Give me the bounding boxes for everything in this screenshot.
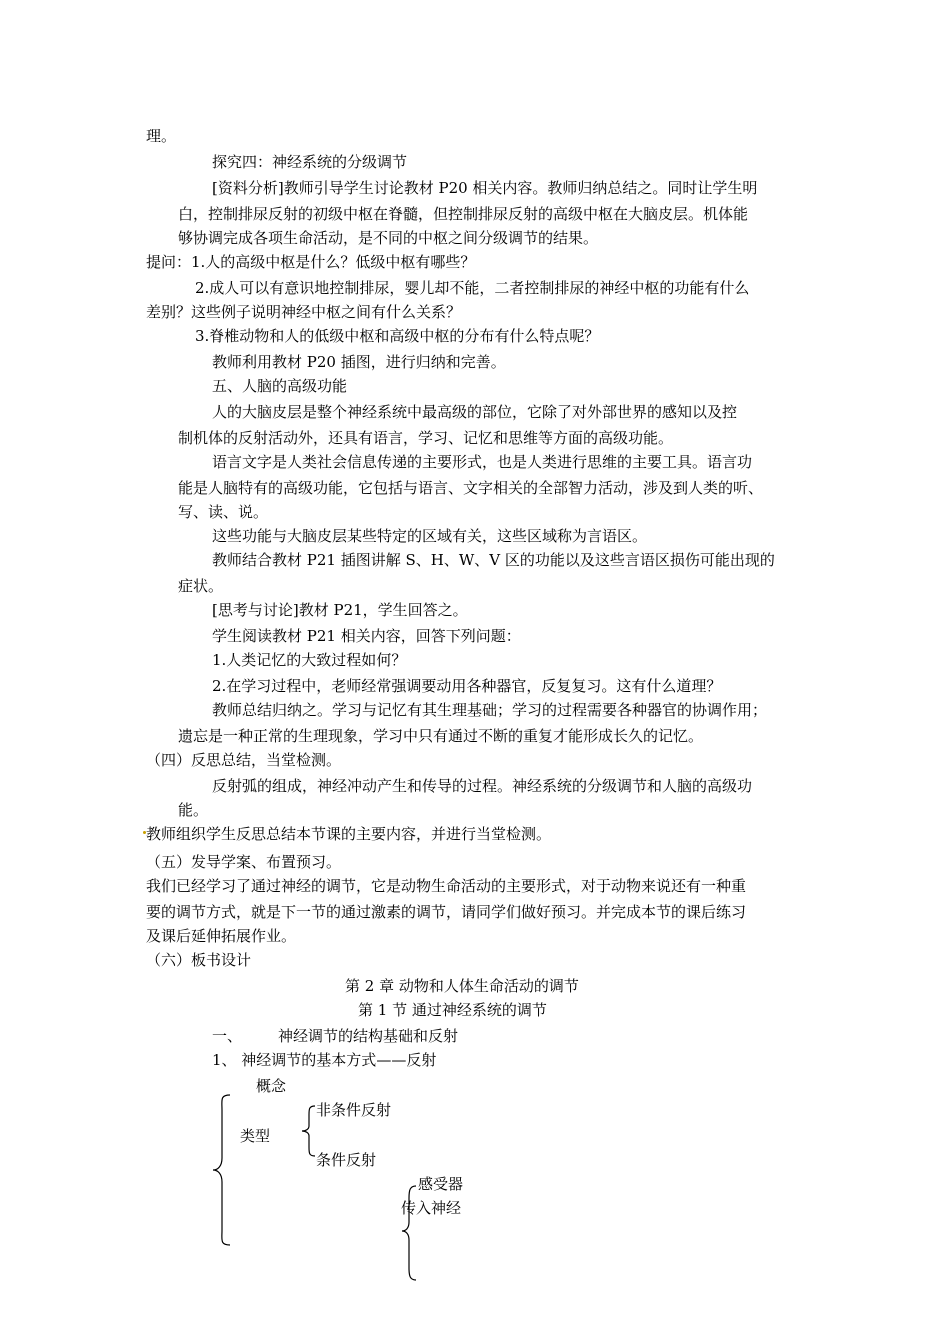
text-line: 要的调节方式，就是下一节的通过激素的调节，请同学们做好预习。并完成本节的课后练习 (146, 903, 747, 921)
text-line: 五、人脑的高级功能 (212, 377, 348, 395)
text-line: 提问：1.人的高级中枢是什么？低级中枢有哪些？ (146, 253, 476, 271)
text-line: （五）发导学案、布置预习。 (146, 853, 342, 871)
text-line: [思考与讨论]教材 P21，学生回答之。 (212, 601, 468, 619)
text-line: 1.人类记忆的大致过程如何？ (212, 651, 407, 669)
board-concept-label: 概念 (256, 1077, 287, 1095)
text-line: 差别？这些例子说明神经中枢之间有什么关系？ (146, 303, 462, 321)
reflex-arc-brace-icon (398, 1182, 420, 1284)
board-type-label: 类型 (240, 1127, 271, 1145)
board-unconditioned-reflex: 非条件反射 (316, 1101, 392, 1119)
text-line: 症状。 (178, 577, 224, 595)
text-line: 教师组织学生反思总结本节课的主要内容，并进行当堂检测。 (146, 825, 552, 843)
large-brace-icon (210, 1090, 234, 1250)
text-line: [资料分析]教师引导学生讨论教材 P20 相关内容。教师归纳总结之。同时让学生明 (212, 179, 758, 197)
text-line: 写、读、说。 (178, 503, 269, 521)
text-line: 反射弧的组成，神经冲动产生和传导的过程。神经系统的分级调节和人脑的高级功 (212, 777, 753, 795)
text-line: 学生阅读教材 P21 相关内容，回答下列问题： (212, 627, 521, 645)
text-line: 能。 (178, 801, 209, 819)
text-line: 探究四：神经系统的分级调节 (212, 153, 408, 171)
type-brace-icon (298, 1102, 318, 1160)
text-line: 白，控制排尿反射的初级中枢在脊髓，但控制排尿反射的高级中枢在大脑皮层。机体能 (178, 205, 749, 223)
text-line: 制机体的反射活动外，还具有语言，学习、记忆和思维等方面的高级功能。 (178, 429, 674, 447)
text-line: 3.脊椎动物和人的低级中枢和高级中枢的分布有什么特点呢？ (195, 327, 600, 345)
text-line: 人的大脑皮层是整个神经系统中最高级的部位，它除了对外部世界的感知以及控 (212, 403, 738, 421)
board-heading-text: 神经调节的结构基础和反射 (278, 1027, 459, 1045)
text-line: 遗忘是一种正常的生理现象，学习中只有通过不断的重复才能形成长久的记忆。 (178, 727, 704, 745)
board-section-title: 第 1 节 通过神经系统的调节 (358, 1001, 547, 1019)
text-line: 教师结合教材 P21 插图讲解 S、H、W、V 区的功能以及这些言语区损伤可能出现的 (212, 551, 775, 569)
board-afferent-nerve: 传入神经 (401, 1199, 462, 1217)
board-conditioned-reflex: 条件反射 (316, 1151, 377, 1169)
text-line: （六）板书设计 (146, 951, 252, 969)
text-line: 2.成人可以有意识地控制排尿，婴儿却不能，二者控制排尿的神经中枢的功能有什么 (195, 279, 750, 297)
text-line: 理。 (146, 127, 177, 145)
text-line: 语言文字是人类社会信息传递的主要形式，也是人类进行思维的主要工具。语言功 (212, 453, 753, 471)
text-line: 教师利用教材 P20 插图，进行归纳和完善。 (212, 353, 506, 371)
text-line: 教师总结归纳之。学习与记忆有其生理基础；学习的过程需要各种器官的协调作用； (212, 701, 768, 719)
board-heading-number: 一、 (212, 1027, 243, 1045)
board-receptor: 感受器 (418, 1175, 464, 1193)
board-subheading: 1、 神经调节的基本方式——反射 (212, 1051, 437, 1069)
text-line: 这些功能与大脑皮层某些特定的区域有关，这些区域称为言语区。 (212, 527, 648, 545)
text-line: 我们已经学习了通过神经的调节，它是动物生命活动的主要形式，对于动物来说还有一种重 (146, 877, 747, 895)
text-line: 及课后延伸拓展作业。 (146, 927, 297, 945)
text-line: 2.在学习过程中，老师经常强调要动用各种器官，反复复习。这有什么道理？ (212, 677, 722, 695)
board-chapter-title: 第 2 章 动物和人体生命活动的调节 (345, 977, 579, 995)
text-line: 能是人脑特有的高级功能，它包括与语言、文字相关的全部智力活动，涉及到人类的听、 (178, 479, 764, 497)
text-line: （四）反思总结，当堂检测。 (146, 751, 342, 769)
text-line: 够协调完成各项生命活动，是不同的中枢之间分级调节的结果。 (178, 229, 599, 247)
